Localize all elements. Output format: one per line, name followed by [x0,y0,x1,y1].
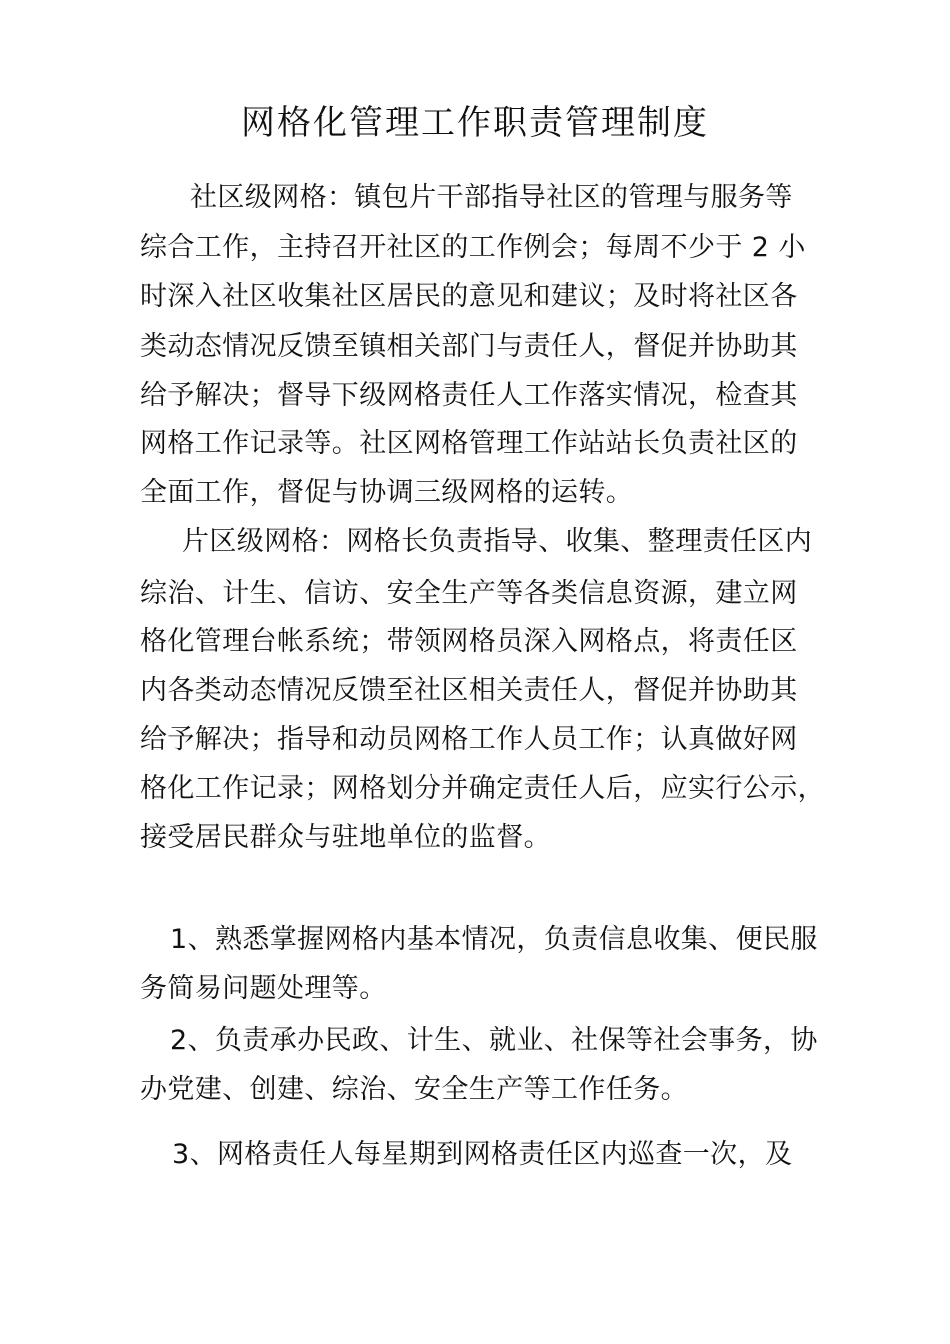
paragraph-line: 内各类动态情况反馈至社区相关责任人，督促并协助其 [140,675,798,706]
paragraph-line: 时深入社区收集社区居民的意见和建议；及时将社区各 [140,281,798,312]
paragraph-line: 格化工作记录；网格划分并确定责任人后，应实行公示， [140,773,825,804]
paragraph-line: 片区级网格：网格长负责指导、收集、整理责任区内 [182,526,813,557]
paragraph-line: 给予解决；督导下级网格责任人工作落实情况，检查其 [140,380,798,411]
list-item: 2、负责承办民政、计生、就业、社保等社会事务，协 [170,1025,818,1056]
paragraph-line: 网格工作记录等。社区网格管理工作站站长负责社区的 [140,428,798,459]
list-item-continuation: 办党建、创建、综治、安全生产等工作任务。 [140,1074,688,1105]
list-item-continuation: 务简易问题处理等。 [140,973,387,1004]
paragraph-line: 综治、计生、信访、安全生产等各类信息资源，建立网 [140,578,798,609]
list-item: 3、网格责任人每星期到网格责任区内巡查一次，及 [172,1139,793,1170]
paragraph-line: 给予解决；指导和动员网格工作人员工作；认真做好网 [140,724,798,755]
paragraph-line: 社区级网格：镇包片干部指导社区的管理与服务等 [190,182,793,213]
paragraph-line: 全面工作，督促与协调三级网格的运转。 [140,477,634,508]
paragraph-line: 接受居民群众与驻地单位的监督。 [140,822,551,853]
paragraph-line: 类动态情况反馈至镇相关部门与责任人，督促并协助其 [140,331,798,362]
paragraph-line: 综合工作，主持召开社区的工作例会；每周不少于 2 小 [140,232,806,263]
document-title: 网格化管理工作职责管理制度 [241,103,709,143]
list-item: 1、熟悉掌握网格内基本情况，负责信息收集、便民服 [170,924,818,955]
paragraph-line: 格化管理台帐系统；带领网格员深入网格点，将责任区 [140,626,798,657]
